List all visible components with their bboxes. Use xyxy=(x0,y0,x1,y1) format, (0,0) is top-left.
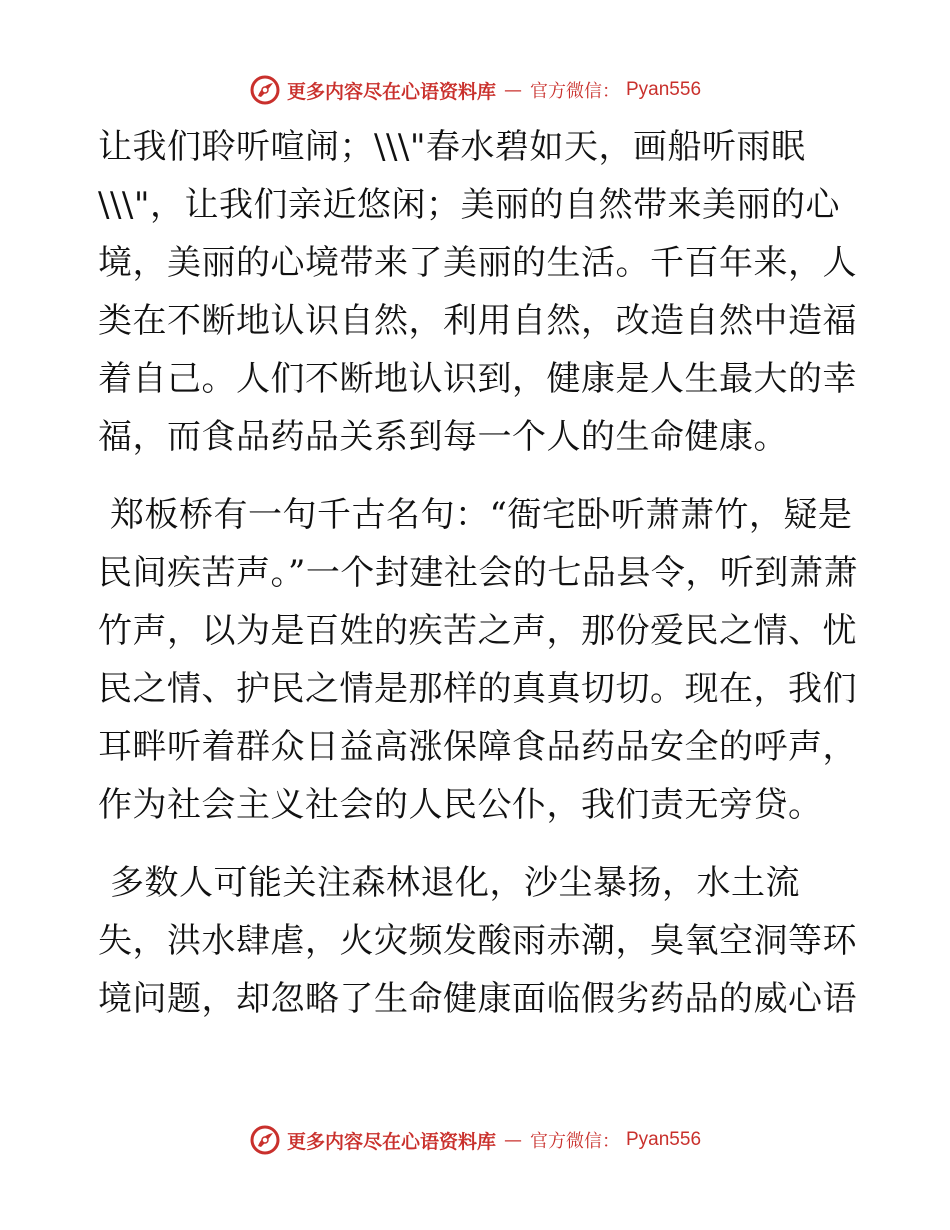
document-body xyxy=(98,118,858,1028)
paragraph-1: 让我们聆听喧闹；\\\"春水碧如天，画船听雨眠\\\"，让我们亲近悠闲；美丽的自然带来美丽的心境，美丽的心境带来了美丽的生活。千百年来，人类在不断地认识自然，利用自然，改造自然中造福着自己。人们不断地认识到，健康是人生最大的幸福，而食品药品关系到每一个人的生命健康。 xyxy=(98,127,857,457)
page-header xyxy=(0,72,950,108)
header-separator: — xyxy=(504,79,522,101)
footer-brand xyxy=(249,1124,701,1156)
header-brand-text: 更多内容尽在心语资料库 xyxy=(286,80,496,103)
footer-wechat-label: 官方微信： xyxy=(530,1131,620,1152)
footer-brand-text: 更多内容尽在心语资料库 xyxy=(286,1130,496,1153)
seal-logo-icon xyxy=(249,1124,281,1156)
footer-separator: — xyxy=(504,1129,522,1151)
paragraph-2: 郑板桥有一句千古名句：“衙宅卧听萧萧竹，疑是民间疾苦声。”一个封建社会的七品县令，听到萧萧竹声，以为是百姓的疾苦之声，那份爱民之情、忧民之情、护民之情是那样的真真切切。现在，我们耳畔听着群众日益高涨保障食品药品安全的呼声，作为社会主义社会的人民公仆，我们责无旁贷。 xyxy=(98,495,858,825)
page-footer xyxy=(0,1122,950,1158)
header-wechat-id: Pyan556 xyxy=(626,79,702,100)
paragraph-3: 多数人可能关注森林退化，沙尘暴扬，水土流失，洪水肆虐，火灾频发酸雨赤潮，臭氧空洞等环境问题，却忽略了生命健康面临假劣药品的威心语 xyxy=(98,863,857,1019)
header-brand xyxy=(249,74,701,106)
seal-logo-icon xyxy=(249,74,281,106)
header-wechat-label: 官方微信： xyxy=(530,81,620,102)
footer-wechat-id: Pyan556 xyxy=(626,1129,702,1150)
